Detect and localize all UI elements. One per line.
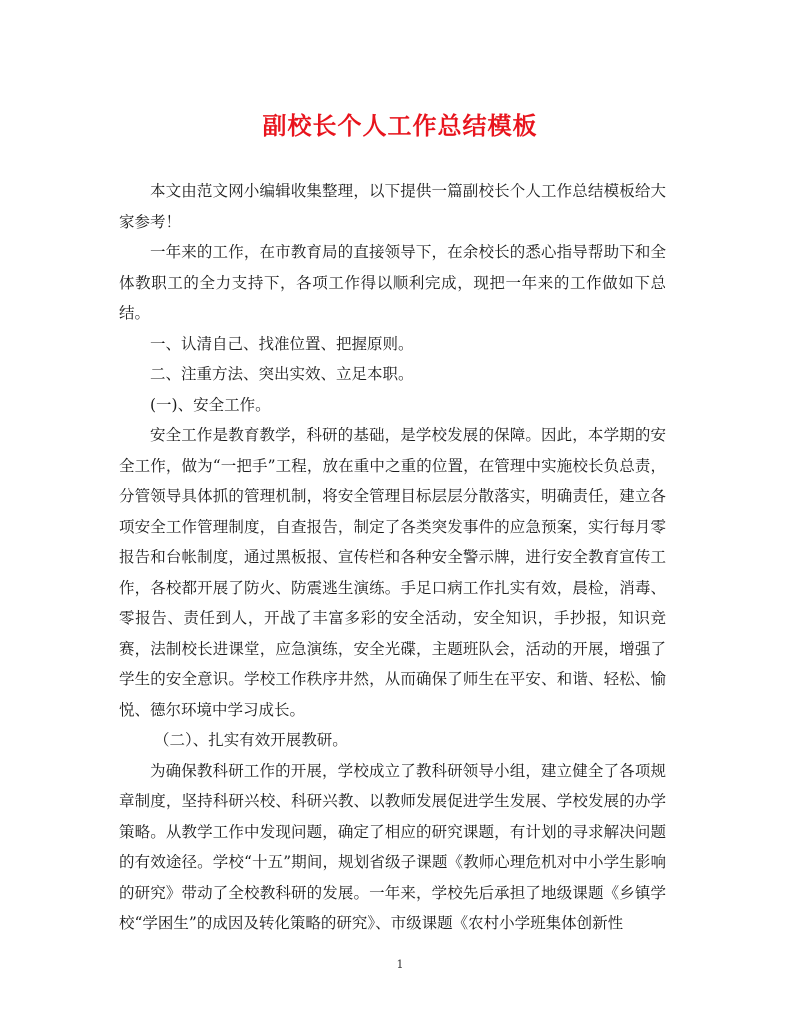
heading-section-1: 一、认清自己、找准位置、把握原则。 bbox=[150, 334, 414, 353]
heading-section-2: 二、注重方法、突出实效、立足本职。 bbox=[150, 365, 414, 383]
paragraph-overview: 一年来的工作，在市教育局的直接领导下，在余校长的悉心指导帮助下和全体教职工的全力支持下，各项工作得以顺利完成，现把一年来的工作做如下总结。 bbox=[119, 243, 666, 322]
document-body bbox=[119, 176, 666, 939]
subheading-safety: (一)、安全工作。 bbox=[150, 395, 271, 414]
paragraph-intro: 本文由范文网小编辑收集整理，以下提供一篇副校长个人工作总结模板给大家参考！ bbox=[119, 182, 666, 231]
subheading-research: （二）、扎实有效开展教研。 bbox=[154, 731, 348, 749]
page-number: 1 bbox=[396, 958, 404, 971]
paragraph-research: 为确保教科研工作的开展，学校成立了教科研领导小组，建立健全了各项规章制度，坚持科研兴校、科研兴教、以教师发展促进学生发展、学校发展的办学策略。从教学工作中发现问题，确定了相应的研究课题，有计划的寻求解决问题的有效途径。学校“十五”期间，规划省级子课题《教师心理危机对中小学生影响的研究》带动了全校教科研的发展。一年来，学校先后承担了地级课题《乡镇学校“学困生”的成因及转化策略的研究》、市级课题《农村小学班集体创新性 bbox=[119, 761, 666, 932]
paragraph-safety: 安全工作是教育教学，科研的基础，是学校发展的保障。因此，本学期的安全工作，做为“一把手”工程，放在重中之重的位置，在管理中实施校长负总责，分管领导具体抓的管理机制，将安全管理目标层层分散落实，明确责任，建立各项安全工作管理制度，自查报告，制定了各类突发事件的应急预案，实行每月零报告和台帐制度，通过黑板报、宣传栏和各种安全警示牌，进行安全教育宣传工作，各校都开展了防火、防震逃生演练。手足口病工作扎实有效，晨检，消毒、零报告、责任到人，开战了丰富多彩的安全活动，安全知识，手抄报，知识竞赛，法制校长进课堂，应急演练，安全光碟，主题班队会，活动的开展，增强了学生的安全意识。学校工作秩序井然，从而确保了师生在平安、和谐、轻松、愉悦、德尔环境中学习成长。 bbox=[119, 426, 666, 719]
document-title: 副校长个人工作总结模板 bbox=[262, 111, 538, 140]
